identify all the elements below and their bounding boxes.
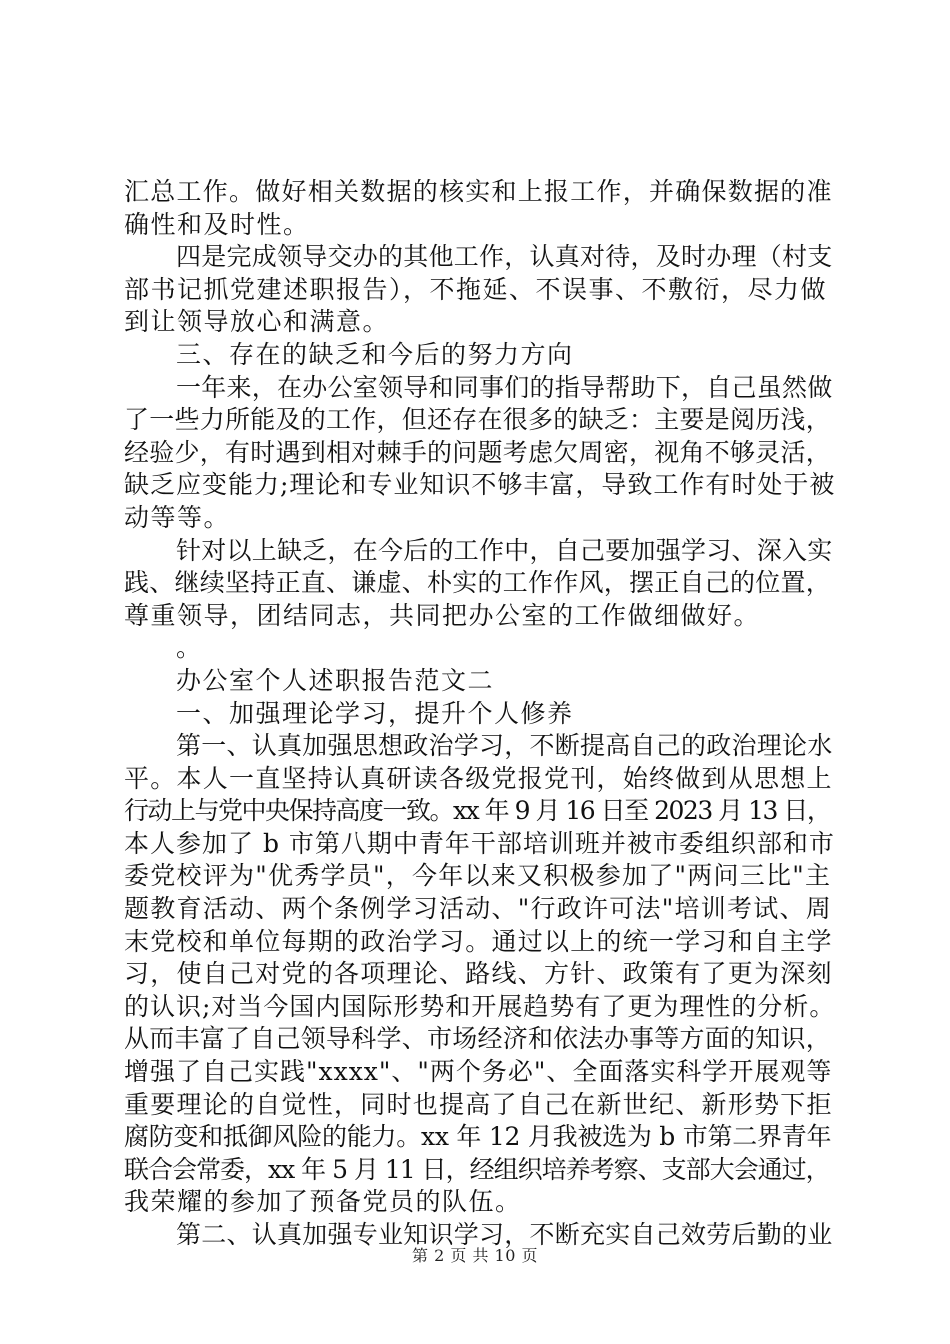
text-line: 腐防变和抵御风险的能力。xx 年 12 月我被选为 b 市第二界青年	[124, 1122, 832, 1152]
text-line: 尊重领导，团结同志，共同把办公室的工作做细做好。	[124, 600, 761, 630]
text-line: 本人参加了 b 市第八期中青年干部培训班并被市委组织部和市	[124, 828, 835, 858]
text-line: 一、加强理论学习，提升个人修养	[176, 698, 574, 728]
text-line: 习，使自己对党的各项理论、路线、方针、政策有了更为深刻	[124, 959, 833, 989]
text-line: 委党校评为"优秀学员"，今年以来又积极参加了"两问三比"主	[124, 861, 832, 891]
text-line: 确性和及时性。	[124, 209, 310, 239]
text-line: 第一、认真加强思想政治学习，不断提高自己的政治理论水	[176, 731, 833, 761]
text-line: 一年来，在办公室领导和同事们的指导帮助下，自己虽然做	[176, 372, 833, 402]
text-line: 经验少，有时遇到相对棘手的问题考虑欠周密，视角不够灵活，	[124, 437, 832, 467]
text-line: 平。本人一直坚持认真研读各级党报党刊，始终做到从思想上	[124, 763, 833, 793]
text-line: 联合会常委，xx 年 5 月 11 日，经组织培养考察、支部大会通过，	[124, 1154, 830, 1184]
text-line: 汇总工作。做好相关数据的核实和上报工作，并确保数据的准	[124, 177, 833, 206]
text-line: 行动上与党中央保持高度一致。xx 年 9 月 16 日至 2023 月 13 日，	[124, 796, 831, 826]
text-line: 办公室个人述职报告范文二	[176, 665, 495, 695]
text-line: 部书记抓党建述职报告），不拖延、不误事、不敷衍，尽力做	[124, 274, 828, 304]
page-footer: 第 2 页 共 10 页	[412, 1246, 538, 1265]
text-line: 重要理论的自觉性，同时也提高了自己在新世纪、新形势下拒	[124, 1089, 833, 1119]
text-line: 四是完成领导交办的其他工作，认真对待，及时办理（村支	[176, 242, 833, 272]
text-line: 。	[176, 633, 203, 663]
text-line: 从而丰富了自己领导科学、市场经济和依法办事等方面的知识，	[124, 1024, 832, 1054]
text-line: 三、存在的缺乏和今后的努力方向	[176, 339, 574, 369]
document-body	[124, 176, 836, 1252]
text-line: 题教育活动、两个条例学习活动、"行政许可法"培训考试、周	[124, 894, 833, 924]
text-line: 动等等。	[124, 502, 231, 532]
text-line: 末党校和单位每期的政治学习。通过以上的统一学习和自主学	[124, 926, 833, 956]
text-line: 缺乏应变能力;理论和专业知识不够丰富，导致工作有时处于被	[124, 470, 836, 500]
text-line: 了一些力所能及的工作，但还存在很多的缺乏：主要是阅历浅，	[124, 405, 832, 435]
text-line: 针对以上缺乏，在今后的工作中，自己要加强学习、深入实	[176, 535, 833, 565]
text-line: 的认识;对当今国内国际形势和开展趋势有了更为理性的分析。	[124, 991, 836, 1021]
text-line: 增强了自己实践"xxxx"、"两个务必"、全面落实科学开展观等	[124, 1057, 833, 1087]
text-line: 我荣耀的参加了预备党员的队伍。	[124, 1187, 522, 1217]
text-line: 第二、认真加强专业知识学习，不断充实自己效劳后勤的业	[176, 1220, 833, 1249]
text-line: 践、继续坚持正直、谦虚、朴实的工作作风，摆正自己的位置，	[124, 568, 832, 598]
text-line: 到让领导放心和满意。	[124, 307, 390, 337]
